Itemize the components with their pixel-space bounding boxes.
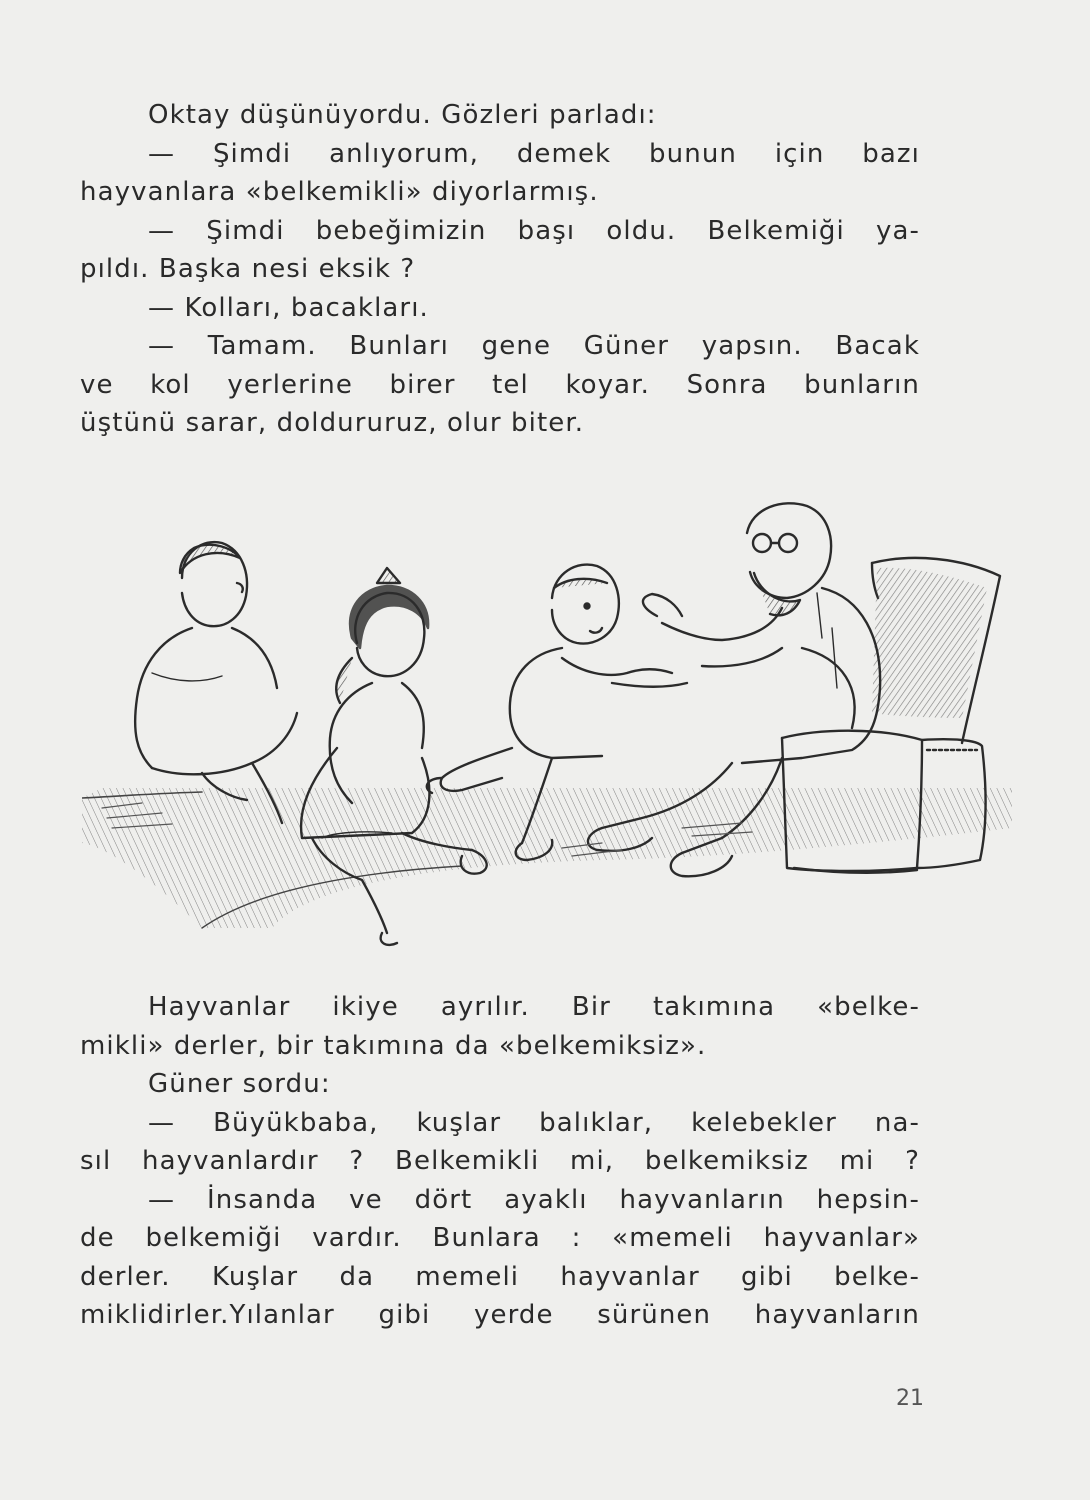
text-line: Güner sordu: <box>148 1069 331 1099</box>
text-line: miklidirler.Yılanlar gibi yerde sürünen hayvanların <box>80 1300 920 1330</box>
paragraph-top <box>80 96 920 443</box>
left-boy-figure <box>135 542 297 823</box>
text-line: üştünü sarar, doldururuz, olur biter. <box>80 408 585 438</box>
text-line: — İnsanda ve dört ayaklı hayvanların hepsin- <box>148 1184 920 1215</box>
text-line: derler. Kuşlar da memeli hayvanlar gibi belke- <box>80 1261 920 1292</box>
paragraph-bottom <box>80 988 920 1335</box>
illustration-grandfather-and-children <box>82 488 1022 958</box>
text-line: ve kol yerlerine birer tel koyar. Sonra bunların <box>80 369 920 400</box>
text-line: mikli» derler, bir takımına da «belkemiksiz». <box>80 1030 707 1061</box>
text-line: — Şimdi bebeğimizin başı oldu. Belkemiği ya- <box>148 215 920 246</box>
text-line: Hayvanlar ikiye ayrılır. Bir takımına «belke- <box>148 992 920 1022</box>
text-line: — Tamam. Bunları gene Güner yapsın. Bacak <box>148 331 920 361</box>
text-line: — Büyükbaba, kuşlar balıklar, kelebekler na- <box>148 1107 920 1138</box>
text-line: — Şimdi anlıyorum, demek bunun için bazı <box>148 138 920 169</box>
text-line: de belkemiği vardır. Bunlara : «memeli hayvanlar» <box>80 1223 920 1253</box>
text-line: — Kolları, bacakları. <box>148 292 429 323</box>
page-number: 21 <box>896 1386 924 1411</box>
text-line: pıldı. Başka nesi eksik ? <box>80 254 416 284</box>
text-line: sıl hayvanlardır ? Belkemikli mi, belkemiksiz mi ? <box>80 1146 920 1176</box>
rug <box>82 788 1012 928</box>
text-line: Oktay düşünüyordu. Gözleri parladı: <box>148 100 657 130</box>
text-line: hayvanlara «belkemikli» diyorlarmış. <box>80 177 599 207</box>
